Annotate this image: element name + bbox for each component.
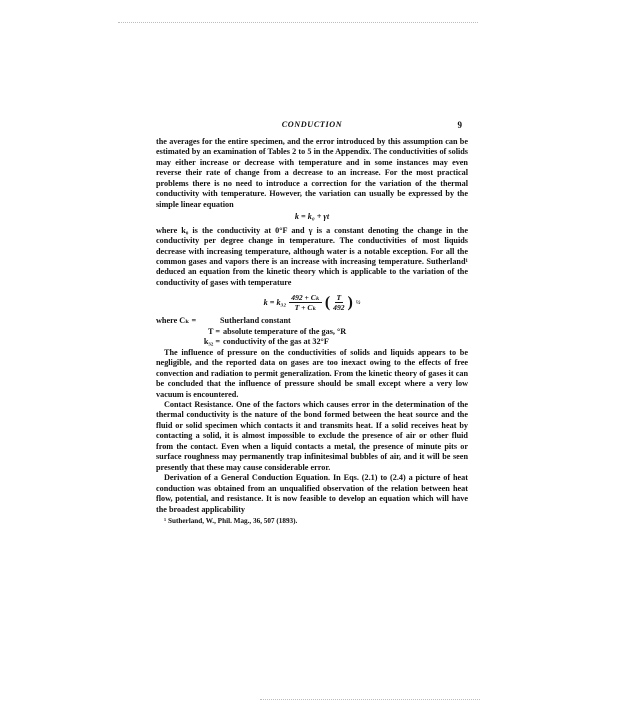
page-number: 9 — [457, 120, 462, 130]
definition-text: conductivity of the gas at 32°F — [223, 337, 329, 347]
running-head — [156, 120, 468, 132]
fraction-denominator: T + Cₖ — [294, 303, 317, 313]
definition-row — [156, 316, 468, 326]
scan-artifact-bottom — [260, 699, 480, 700]
left-paren: ( — [324, 293, 331, 311]
section-heading-contact-resistance: Contact Resistance. — [164, 399, 234, 409]
definition-symbol: T = — [207, 326, 220, 336]
definition-row — [156, 337, 468, 347]
definition-text: Sutherland constant — [220, 316, 291, 326]
paragraph-2: where k₀ is the conductivity at 0°F and γ is a constant denoting the change in the conductivity per degree change in temperature. The conductivities of most liquids decrease with increasing temperature, although water is a notable exception. For all the common gases and vapors there is an increase with increasing temperature. Sutherland¹ deduced an equation from the kinetic theory which is applicable to the variation of the conductivity of gases with temperature — [156, 225, 468, 287]
paragraph-1: the averages for the entire specimen, and the error introduced by this assumption can be estimated by an examination of Tables 2 to 5 in the Appendix. The conductivities of solids may either increase or decrease with temperature and in some instances may even reverse their rate of change from a decrease to an increase. For the most practical problems there is no need to introduce a correction for the variation of the thermal conductivity with temperature. However, the variation can usually be expressed by the simple linear equation — [156, 137, 468, 209]
paragraph-4-text: One of the factors which causes error in the determination of the thermal conductivity is the nature of the bond formed between the heat source and the fluid or solid specimen which contacts it and transmits heat. If a solid receives heat by contacting a solid, it is almost impossible to exclude the presence of air or other fluid from the contact. Even when a liquid contacts a metal, the presence of minute pits or surface roughness may permanently trap infinitesimal bubbles of air, and it will be seen presently that these may cause considerable error. — [156, 399, 469, 472]
right-paren: ) — [347, 293, 353, 311]
definition-symbol: k₃₂ = — [203, 337, 220, 347]
paragraph-3: The influence of pressure on the conductivities of solids and liquids appears to be negligible, and the reported data on gases are too inexact owing to the effects of free convection and radiation to permit generalization. From the kinetic theory of gases it can be concluded that the influence of pressure should be small except where a very low vacuum is encountered. — [156, 347, 468, 399]
book-page — [156, 120, 468, 526]
paragraph-5 — [156, 473, 468, 515]
equation-lhs: k = k₃₂ — [263, 297, 287, 307]
definition-text: absolute temperature of the gas, °R — [223, 326, 347, 336]
symbol-definitions — [156, 316, 468, 347]
running-head-title: CONDUCTION — [281, 120, 343, 129]
paren-denominator: 492 — [333, 303, 345, 313]
paren-fraction — [333, 293, 344, 312]
paragraph-5-text: In Eqs. (2.1) to (2.4) a picture of heat conduction was obtained from an unqualified observation of the relation between heat flow, potential, and resistance. It is now feasible to develop an equation which will have the broadest applicability — [156, 473, 469, 514]
definition-symbol: where Cₖ = — [156, 316, 197, 326]
equation-fraction — [289, 293, 322, 312]
fraction-numerator: 492 + Cₖ — [291, 293, 320, 303]
paren-numerator: T — [336, 293, 342, 303]
section-heading-derivation: Derivation of a General Conduction Equation. — [164, 473, 331, 483]
definition-row — [156, 327, 468, 337]
equation-linear: k = k₀ + γt — [294, 212, 330, 222]
scan-artifact-top — [118, 22, 478, 23]
equation-sutherland — [156, 293, 468, 312]
paragraph-4 — [156, 400, 468, 473]
footnote: ¹ Sutherland, W., Phil. Mag., 36, 507 (1893). — [164, 516, 298, 525]
equation-exponent: ½ — [355, 299, 361, 306]
